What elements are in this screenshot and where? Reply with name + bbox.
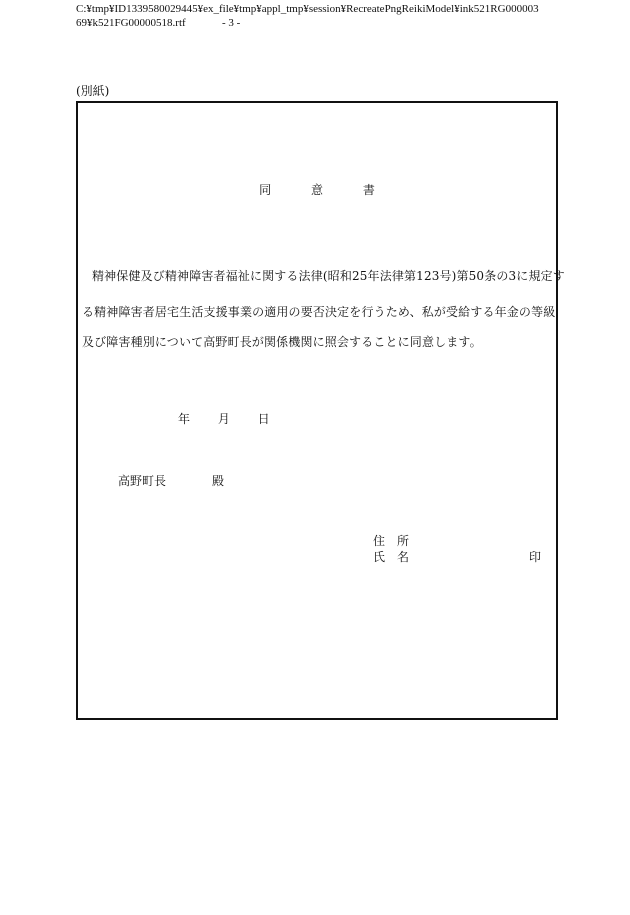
date-day-label: 日 xyxy=(257,412,270,426)
addressee: 高野町長 xyxy=(118,474,167,488)
title-char: 同 xyxy=(259,183,272,197)
date-row xyxy=(178,411,294,427)
consent-text-line: 及び障害種別について高野町長が関係機関に照会することに同意します。 xyxy=(82,335,482,349)
file-path-line-1: C:¥tmp¥ID1339580029445¥ex_file¥tmp¥appl_tmp¥session¥RecreatePngReikiModel¥ink521RG000003 xyxy=(76,3,539,15)
address-label: 住 所 xyxy=(373,534,410,548)
honorific: 殿 xyxy=(212,474,225,488)
file-path-line-2: 69¥k521FG00000518.rtf xyxy=(76,17,186,29)
consent-text-line: 精神保健及び精神障害者福祉に関する法律(昭和25年法律第123号)第50条の3に規定す xyxy=(92,269,565,283)
date-year-label: 年 xyxy=(178,412,191,426)
seal-mark: 印 xyxy=(529,550,542,564)
form-title xyxy=(78,182,556,198)
consent-form xyxy=(76,101,565,720)
attachment-label: (別紙) xyxy=(76,84,110,98)
name-label: 氏 名 xyxy=(373,550,410,564)
title-char: 意 xyxy=(310,183,323,197)
consent-text-line: る精神障害者居宅生活支援事業の適用の要否決定を行うため、私が受給する年金の等級 xyxy=(82,305,556,319)
date-month-label: 月 xyxy=(217,412,230,426)
page-number: - 3 - xyxy=(222,17,241,29)
title-char: 書 xyxy=(362,183,375,197)
